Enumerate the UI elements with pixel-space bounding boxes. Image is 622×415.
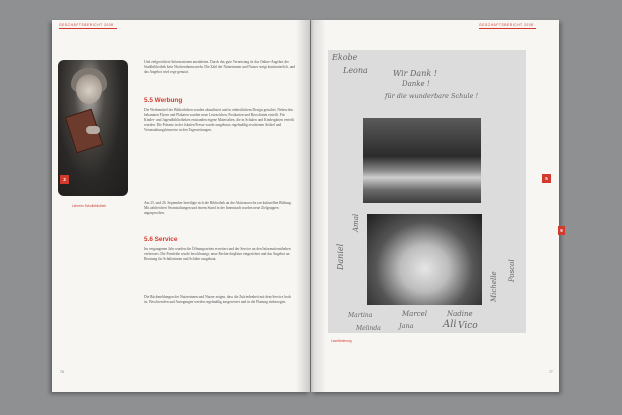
scribble-16: Jana xyxy=(399,322,414,330)
page-number-right: 77 xyxy=(549,370,553,374)
scribble-3: Wir Dank ! xyxy=(393,69,437,78)
section-heading-service: 5.6 Service xyxy=(144,236,178,243)
photo-face xyxy=(76,74,102,104)
running-head-rule-right xyxy=(479,28,536,29)
section-body-service-2: Die Rückmeldungen der Nutzerinnen und Nutzer zeigen, dass die Zufriedenheit mit dem Service hoch ist. Beschwerden und Anregungen werden regelmäßig ausgewertet und in die Planung einbezogen. xyxy=(144,295,292,305)
scribble-14: Poscol xyxy=(508,259,516,282)
scribble-8: Martina xyxy=(348,312,373,319)
intro-paragraph: Und zielgerichtete Informationen anzubieten. Durch das gute Vernetzung ist das Online-Angebot der Stadtbibliothek kein Nischenthema mehr. Die Zahl der Nutzerinnen und Nutzer steigt kontinuierlich, und das Angebot wird rege genutzt. xyxy=(144,60,296,75)
scribble-12: Vico xyxy=(458,321,478,331)
section-body-werbung: Die Werbemittel der Bibliotheken wurden aktualisiert und in einheitlichem Design gestaltet. Neben den bekannten Flyern und Plakaten wurden neue Lesezeichen, Postkarten und Broschüren erstellt. Für Kinder- und Jugendbibliotheken entstanden eigene Materialien, die in Schulen und Kindergärten verteilt wurden. Die Präsenz in der lokalen Presse wurde ausgebaut; regelmäßig erschienen Artikel und Veranstaltungshinweise in den Tageszeitungen. xyxy=(144,108,294,133)
scribble-5: für die wunderbare Schule ! xyxy=(385,92,479,100)
photo-hands xyxy=(86,126,100,134)
running-head-rule-left xyxy=(59,28,117,29)
section-body-service: Im vergangenen Jahr wurden die Öffnungszeiten erweitert und der Service an den Informationstheken verbessert. Die Fernleihe wurde beschleunigt, neue Rechercheplätze eingerichtet und das Angebot an Beratung für Schülerinnen und Schüler ausgebaut. xyxy=(144,247,291,262)
section-body-werbung-2: Am 25. und 26. September beteiligte sich die Bibliothek an der Aktionswoche zur kulturellen Bildung. Mit zahlreichen Veranstaltungen und einem Stand in der Innenstadt wurden neue Zielgruppen angesprochen. xyxy=(144,201,292,216)
photo-number-badge-left: 3 xyxy=(60,175,69,184)
section-tab-right: 9 xyxy=(558,226,565,235)
scribble-7: Amal xyxy=(352,213,360,232)
photo-caption-right: Leseförderung xyxy=(331,339,352,343)
scribble-6: Daniel xyxy=(336,243,345,270)
page-number-left: 76 xyxy=(60,370,64,374)
class-photo-bottom xyxy=(367,214,482,305)
scribble-2: Leona xyxy=(343,66,368,75)
photo-caption-left: Lehrerin Schulbibliothek xyxy=(72,204,107,208)
scribble-9: Marcel xyxy=(402,310,427,318)
photo-number-badge-right: 5 xyxy=(542,174,551,183)
section-heading-werbung: 5.5 Werbung xyxy=(144,97,183,104)
book-gutter xyxy=(296,20,326,392)
running-head-left: GESCHÄFTSBERICHT 2008 xyxy=(59,23,114,27)
scribble-15: Melinda xyxy=(356,325,381,332)
scribble-13: Michelle xyxy=(490,271,498,302)
scribble-11: Ali xyxy=(443,319,457,330)
scribble-1: Ekobe xyxy=(332,53,358,62)
scribble-10: Nadine xyxy=(447,310,473,318)
scribble-4: Danke ! xyxy=(402,80,430,88)
running-head-right: GESCHÄFTSBERICHT 2008 xyxy=(479,23,534,27)
class-photo-top xyxy=(363,118,481,203)
